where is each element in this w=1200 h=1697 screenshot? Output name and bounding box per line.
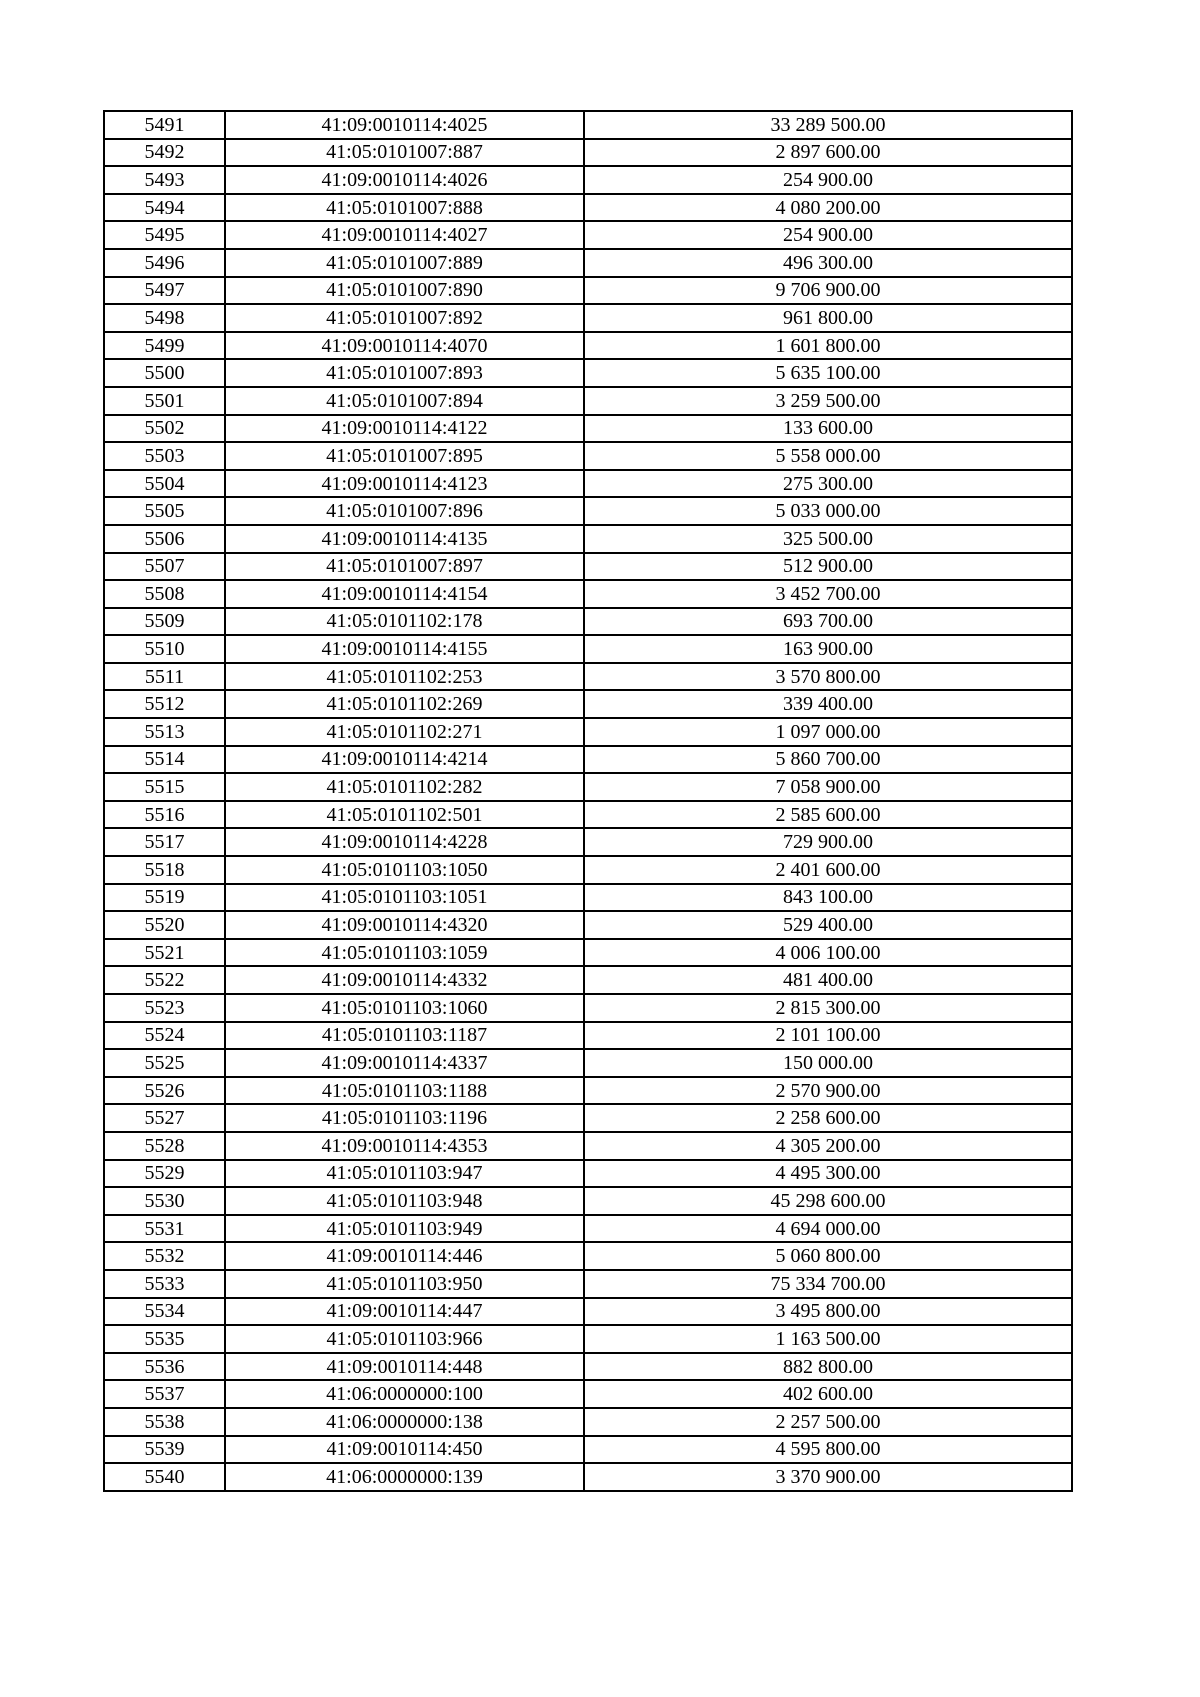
table-row — [104, 304, 1072, 332]
table-row — [104, 1242, 1072, 1270]
table-row — [104, 1380, 1072, 1408]
table-row — [104, 911, 1072, 939]
cadastral-value-cell: 843 100.00 — [584, 884, 1072, 912]
table-row — [104, 773, 1072, 801]
cadastral-value-cell: 2 401 600.00 — [584, 856, 1072, 884]
row-number-cell: 5499 — [104, 332, 225, 360]
row-number-cell: 5497 — [104, 277, 225, 305]
cadastral-value-cell: 961 800.00 — [584, 304, 1072, 332]
row-number-cell: 5508 — [104, 580, 225, 608]
table-row — [104, 249, 1072, 277]
cadastral-value-cell: 2 570 900.00 — [584, 1077, 1072, 1105]
cadastral-value-cell: 5 860 700.00 — [584, 746, 1072, 774]
cadastral-number-cell: 41:09:0010114:4025 — [225, 111, 584, 139]
cadastral-number-cell: 41:09:0010114:4135 — [225, 525, 584, 553]
row-number-cell: 5519 — [104, 884, 225, 912]
cadastral-value-cell: 75 334 700.00 — [584, 1270, 1072, 1298]
cadastral-number-cell: 41:05:0101102:253 — [225, 663, 584, 691]
row-number-cell: 5527 — [104, 1104, 225, 1132]
cadastral-value-cell: 4 694 000.00 — [584, 1215, 1072, 1243]
row-number-cell: 5520 — [104, 911, 225, 939]
cadastral-number-cell: 41:05:0101007:888 — [225, 194, 584, 222]
cadastral-value-cell: 512 900.00 — [584, 553, 1072, 581]
cadastral-number-cell: 41:05:0101007:893 — [225, 359, 584, 387]
cadastral-value-cell: 2 815 300.00 — [584, 994, 1072, 1022]
table-row — [104, 828, 1072, 856]
row-number-cell: 5531 — [104, 1215, 225, 1243]
cadastral-number-cell: 41:09:0010114:450 — [225, 1436, 584, 1464]
cadastral-number-cell: 41:05:0101007:892 — [225, 304, 584, 332]
table-row — [104, 746, 1072, 774]
cadastral-number-cell: 41:05:0101102:178 — [225, 608, 584, 636]
table-row — [104, 1436, 1072, 1464]
cadastral-number-cell: 41:09:0010114:4353 — [225, 1132, 584, 1160]
cadastral-value-cell: 3 370 900.00 — [584, 1463, 1072, 1491]
table-row — [104, 470, 1072, 498]
table-row — [104, 332, 1072, 360]
cadastral-number-cell: 41:09:0010114:4214 — [225, 746, 584, 774]
cadastral-value-cell: 496 300.00 — [584, 249, 1072, 277]
cadastral-number-cell: 41:09:0010114:4154 — [225, 580, 584, 608]
row-number-cell: 5505 — [104, 497, 225, 525]
row-number-cell: 5514 — [104, 746, 225, 774]
cadastral-value-cell: 3 452 700.00 — [584, 580, 1072, 608]
row-number-cell: 5504 — [104, 470, 225, 498]
table-row — [104, 1215, 1072, 1243]
cadastral-value-cell: 254 900.00 — [584, 166, 1072, 194]
cadastral-value-cell: 882 800.00 — [584, 1353, 1072, 1381]
cadastral-value-cell: 339 400.00 — [584, 690, 1072, 718]
table-row — [104, 690, 1072, 718]
table-row — [104, 415, 1072, 443]
row-number-cell: 5533 — [104, 1270, 225, 1298]
table-row — [104, 663, 1072, 691]
cadastral-value-cell: 2 258 600.00 — [584, 1104, 1072, 1132]
table-row — [104, 718, 1072, 746]
table-row — [104, 1049, 1072, 1077]
row-number-cell: 5494 — [104, 194, 225, 222]
row-number-cell: 5511 — [104, 663, 225, 691]
cadastral-number-cell: 41:09:0010114:4027 — [225, 221, 584, 249]
table-row — [104, 553, 1072, 581]
row-number-cell: 5529 — [104, 1160, 225, 1188]
cadastral-value-cell: 1 601 800.00 — [584, 332, 1072, 360]
table-row — [104, 387, 1072, 415]
cadastral-number-cell: 41:09:0010114:4122 — [225, 415, 584, 443]
row-number-cell: 5502 — [104, 415, 225, 443]
table-body — [104, 111, 1072, 1491]
row-number-cell: 5538 — [104, 1408, 225, 1436]
table-row — [104, 1022, 1072, 1050]
cadastral-value-cell: 2 101 100.00 — [584, 1022, 1072, 1050]
row-number-cell: 5539 — [104, 1436, 225, 1464]
cadastral-number-cell: 41:05:0101103:948 — [225, 1187, 584, 1215]
cadastral-value-cell: 4 595 800.00 — [584, 1436, 1072, 1464]
row-number-cell: 5521 — [104, 939, 225, 967]
cadastral-number-cell: 41:05:0101103:1196 — [225, 1104, 584, 1132]
table-row — [104, 939, 1072, 967]
cadastral-number-cell: 41:05:0101007:894 — [225, 387, 584, 415]
table-row — [104, 994, 1072, 1022]
table-row — [104, 111, 1072, 139]
cadastral-number-cell: 41:05:0101007:889 — [225, 249, 584, 277]
cadastral-value-cell: 2 897 600.00 — [584, 139, 1072, 167]
cadastral-value-cell: 2 257 500.00 — [584, 1408, 1072, 1436]
row-number-cell: 5506 — [104, 525, 225, 553]
table-row — [104, 221, 1072, 249]
row-number-cell: 5496 — [104, 249, 225, 277]
table-row — [104, 1077, 1072, 1105]
cadastral-value-cell: 133 600.00 — [584, 415, 1072, 443]
cadastral-number-cell: 41:05:0101103:966 — [225, 1325, 584, 1353]
cadastral-number-cell: 41:05:0101007:887 — [225, 139, 584, 167]
row-number-cell: 5535 — [104, 1325, 225, 1353]
row-number-cell: 5518 — [104, 856, 225, 884]
cadastral-value-cell: 1 097 000.00 — [584, 718, 1072, 746]
row-number-cell: 5495 — [104, 221, 225, 249]
cadastral-number-cell: 41:05:0101102:501 — [225, 801, 584, 829]
table-row — [104, 635, 1072, 663]
row-number-cell: 5509 — [104, 608, 225, 636]
cadastral-number-cell: 41:05:0101102:282 — [225, 773, 584, 801]
cadastral-value-cell: 5 060 800.00 — [584, 1242, 1072, 1270]
cadastral-value-cell: 45 298 600.00 — [584, 1187, 1072, 1215]
row-number-cell: 5491 — [104, 111, 225, 139]
table-row — [104, 1298, 1072, 1326]
cadastral-number-cell: 41:09:0010114:447 — [225, 1298, 584, 1326]
row-number-cell: 5528 — [104, 1132, 225, 1160]
cadastral-value-cell: 5 558 000.00 — [584, 442, 1072, 470]
table-row — [104, 884, 1072, 912]
table-row — [104, 359, 1072, 387]
table-row — [104, 497, 1072, 525]
table-row — [104, 856, 1072, 884]
table-row — [104, 1408, 1072, 1436]
table-row — [104, 608, 1072, 636]
table-row — [104, 580, 1072, 608]
row-number-cell: 5510 — [104, 635, 225, 663]
table-row — [104, 1104, 1072, 1132]
row-number-cell: 5526 — [104, 1077, 225, 1105]
row-number-cell: 5507 — [104, 553, 225, 581]
table-row — [104, 525, 1072, 553]
row-number-cell: 5534 — [104, 1298, 225, 1326]
cadastral-number-cell: 41:05:0101103:949 — [225, 1215, 584, 1243]
row-number-cell: 5500 — [104, 359, 225, 387]
cadastral-number-cell: 41:05:0101103:1050 — [225, 856, 584, 884]
row-number-cell: 5540 — [104, 1463, 225, 1491]
cadastral-value-cell: 5 635 100.00 — [584, 359, 1072, 387]
cadastral-number-cell: 41:05:0101103:1187 — [225, 1022, 584, 1050]
cadastral-number-cell: 41:05:0101103:1051 — [225, 884, 584, 912]
table-row — [104, 1160, 1072, 1188]
cadastral-number-cell: 41:05:0101102:271 — [225, 718, 584, 746]
cadastral-number-cell: 41:09:0010114:4155 — [225, 635, 584, 663]
cadastral-number-cell: 41:09:0010114:446 — [225, 1242, 584, 1270]
cadastral-value-cell: 5 033 000.00 — [584, 497, 1072, 525]
cadastral-number-cell: 41:06:0000000:139 — [225, 1463, 584, 1491]
row-number-cell: 5522 — [104, 966, 225, 994]
cadastral-value-cell: 7 058 900.00 — [584, 773, 1072, 801]
table-row — [104, 277, 1072, 305]
row-number-cell: 5537 — [104, 1380, 225, 1408]
cadastral-value-cell: 729 900.00 — [584, 828, 1072, 856]
cadastral-number-cell: 41:05:0101103:1188 — [225, 1077, 584, 1105]
table-row — [104, 1132, 1072, 1160]
cadastral-number-cell: 41:09:0010114:4228 — [225, 828, 584, 856]
cadastral-number-cell: 41:05:0101007:890 — [225, 277, 584, 305]
cadastral-number-cell: 41:05:0101103:1060 — [225, 994, 584, 1022]
table-row — [104, 1463, 1072, 1491]
table-row — [104, 1353, 1072, 1381]
row-number-cell: 5493 — [104, 166, 225, 194]
row-number-cell: 5501 — [104, 387, 225, 415]
cadastral-value-cell: 402 600.00 — [584, 1380, 1072, 1408]
row-number-cell: 5515 — [104, 773, 225, 801]
cadastral-number-cell: 41:09:0010114:4332 — [225, 966, 584, 994]
cadastral-value-cell: 1 163 500.00 — [584, 1325, 1072, 1353]
row-number-cell: 5492 — [104, 139, 225, 167]
cadastral-number-cell: 41:05:0101007:896 — [225, 497, 584, 525]
row-number-cell: 5524 — [104, 1022, 225, 1050]
cadastral-number-cell: 41:05:0101102:269 — [225, 690, 584, 718]
cadastral-value-cell: 3 570 800.00 — [584, 663, 1072, 691]
cadastral-value-cell: 275 300.00 — [584, 470, 1072, 498]
cadastral-number-cell: 41:05:0101103:950 — [225, 1270, 584, 1298]
row-number-cell: 5536 — [104, 1353, 225, 1381]
row-number-cell: 5516 — [104, 801, 225, 829]
row-number-cell: 5512 — [104, 690, 225, 718]
table-row — [104, 1187, 1072, 1215]
table-row — [104, 194, 1072, 222]
cadastral-value-cell: 4 305 200.00 — [584, 1132, 1072, 1160]
cadastral-number-cell: 41:09:0010114:4320 — [225, 911, 584, 939]
table-row — [104, 1270, 1072, 1298]
cadastral-number-cell: 41:05:0101007:897 — [225, 553, 584, 581]
cadastral-number-cell: 41:06:0000000:138 — [225, 1408, 584, 1436]
row-number-cell: 5523 — [104, 994, 225, 1022]
cadastral-number-cell: 41:05:0101103:947 — [225, 1160, 584, 1188]
row-number-cell: 5532 — [104, 1242, 225, 1270]
table-row — [104, 166, 1072, 194]
cadastral-number-cell: 41:09:0010114:4337 — [225, 1049, 584, 1077]
cadastral-value-cell: 163 900.00 — [584, 635, 1072, 663]
cadastral-number-cell: 41:09:0010114:4123 — [225, 470, 584, 498]
cadastral-number-cell: 41:09:0010114:4026 — [225, 166, 584, 194]
table-row — [104, 966, 1072, 994]
cadastral-value-cell: 150 000.00 — [584, 1049, 1072, 1077]
cadastral-value-cell: 693 700.00 — [584, 608, 1072, 636]
cadastral-value-cell: 529 400.00 — [584, 911, 1072, 939]
cadastral-number-cell: 41:05:0101103:1059 — [225, 939, 584, 967]
cadastral-value-cell: 2 585 600.00 — [584, 801, 1072, 829]
cadastral-value-cell: 254 900.00 — [584, 221, 1072, 249]
cadastral-value-cell: 4 080 200.00 — [584, 194, 1072, 222]
row-number-cell: 5498 — [104, 304, 225, 332]
cadastral-value-cell: 4 006 100.00 — [584, 939, 1072, 967]
row-number-cell: 5513 — [104, 718, 225, 746]
table-row — [104, 139, 1072, 167]
cadastral-number-cell: 41:09:0010114:448 — [225, 1353, 584, 1381]
cadastral-number-cell: 41:06:0000000:100 — [225, 1380, 584, 1408]
row-number-cell: 5503 — [104, 442, 225, 470]
row-number-cell: 5525 — [104, 1049, 225, 1077]
row-number-cell: 5517 — [104, 828, 225, 856]
cadastral-number-cell: 41:05:0101007:895 — [225, 442, 584, 470]
cadastral-value-cell: 3 495 800.00 — [584, 1298, 1072, 1326]
cadastral-value-cell: 33 289 500.00 — [584, 111, 1072, 139]
table-row — [104, 1325, 1072, 1353]
cadastral-value-cell: 325 500.00 — [584, 525, 1072, 553]
cadastral-value-cell: 481 400.00 — [584, 966, 1072, 994]
table-row — [104, 442, 1072, 470]
cadastral-value-table — [103, 110, 1073, 1492]
cadastral-value-cell: 9 706 900.00 — [584, 277, 1072, 305]
row-number-cell: 5530 — [104, 1187, 225, 1215]
cadastral-value-cell: 3 259 500.00 — [584, 387, 1072, 415]
cadastral-value-cell: 4 495 300.00 — [584, 1160, 1072, 1188]
table-row — [104, 801, 1072, 829]
cadastral-number-cell: 41:09:0010114:4070 — [225, 332, 584, 360]
